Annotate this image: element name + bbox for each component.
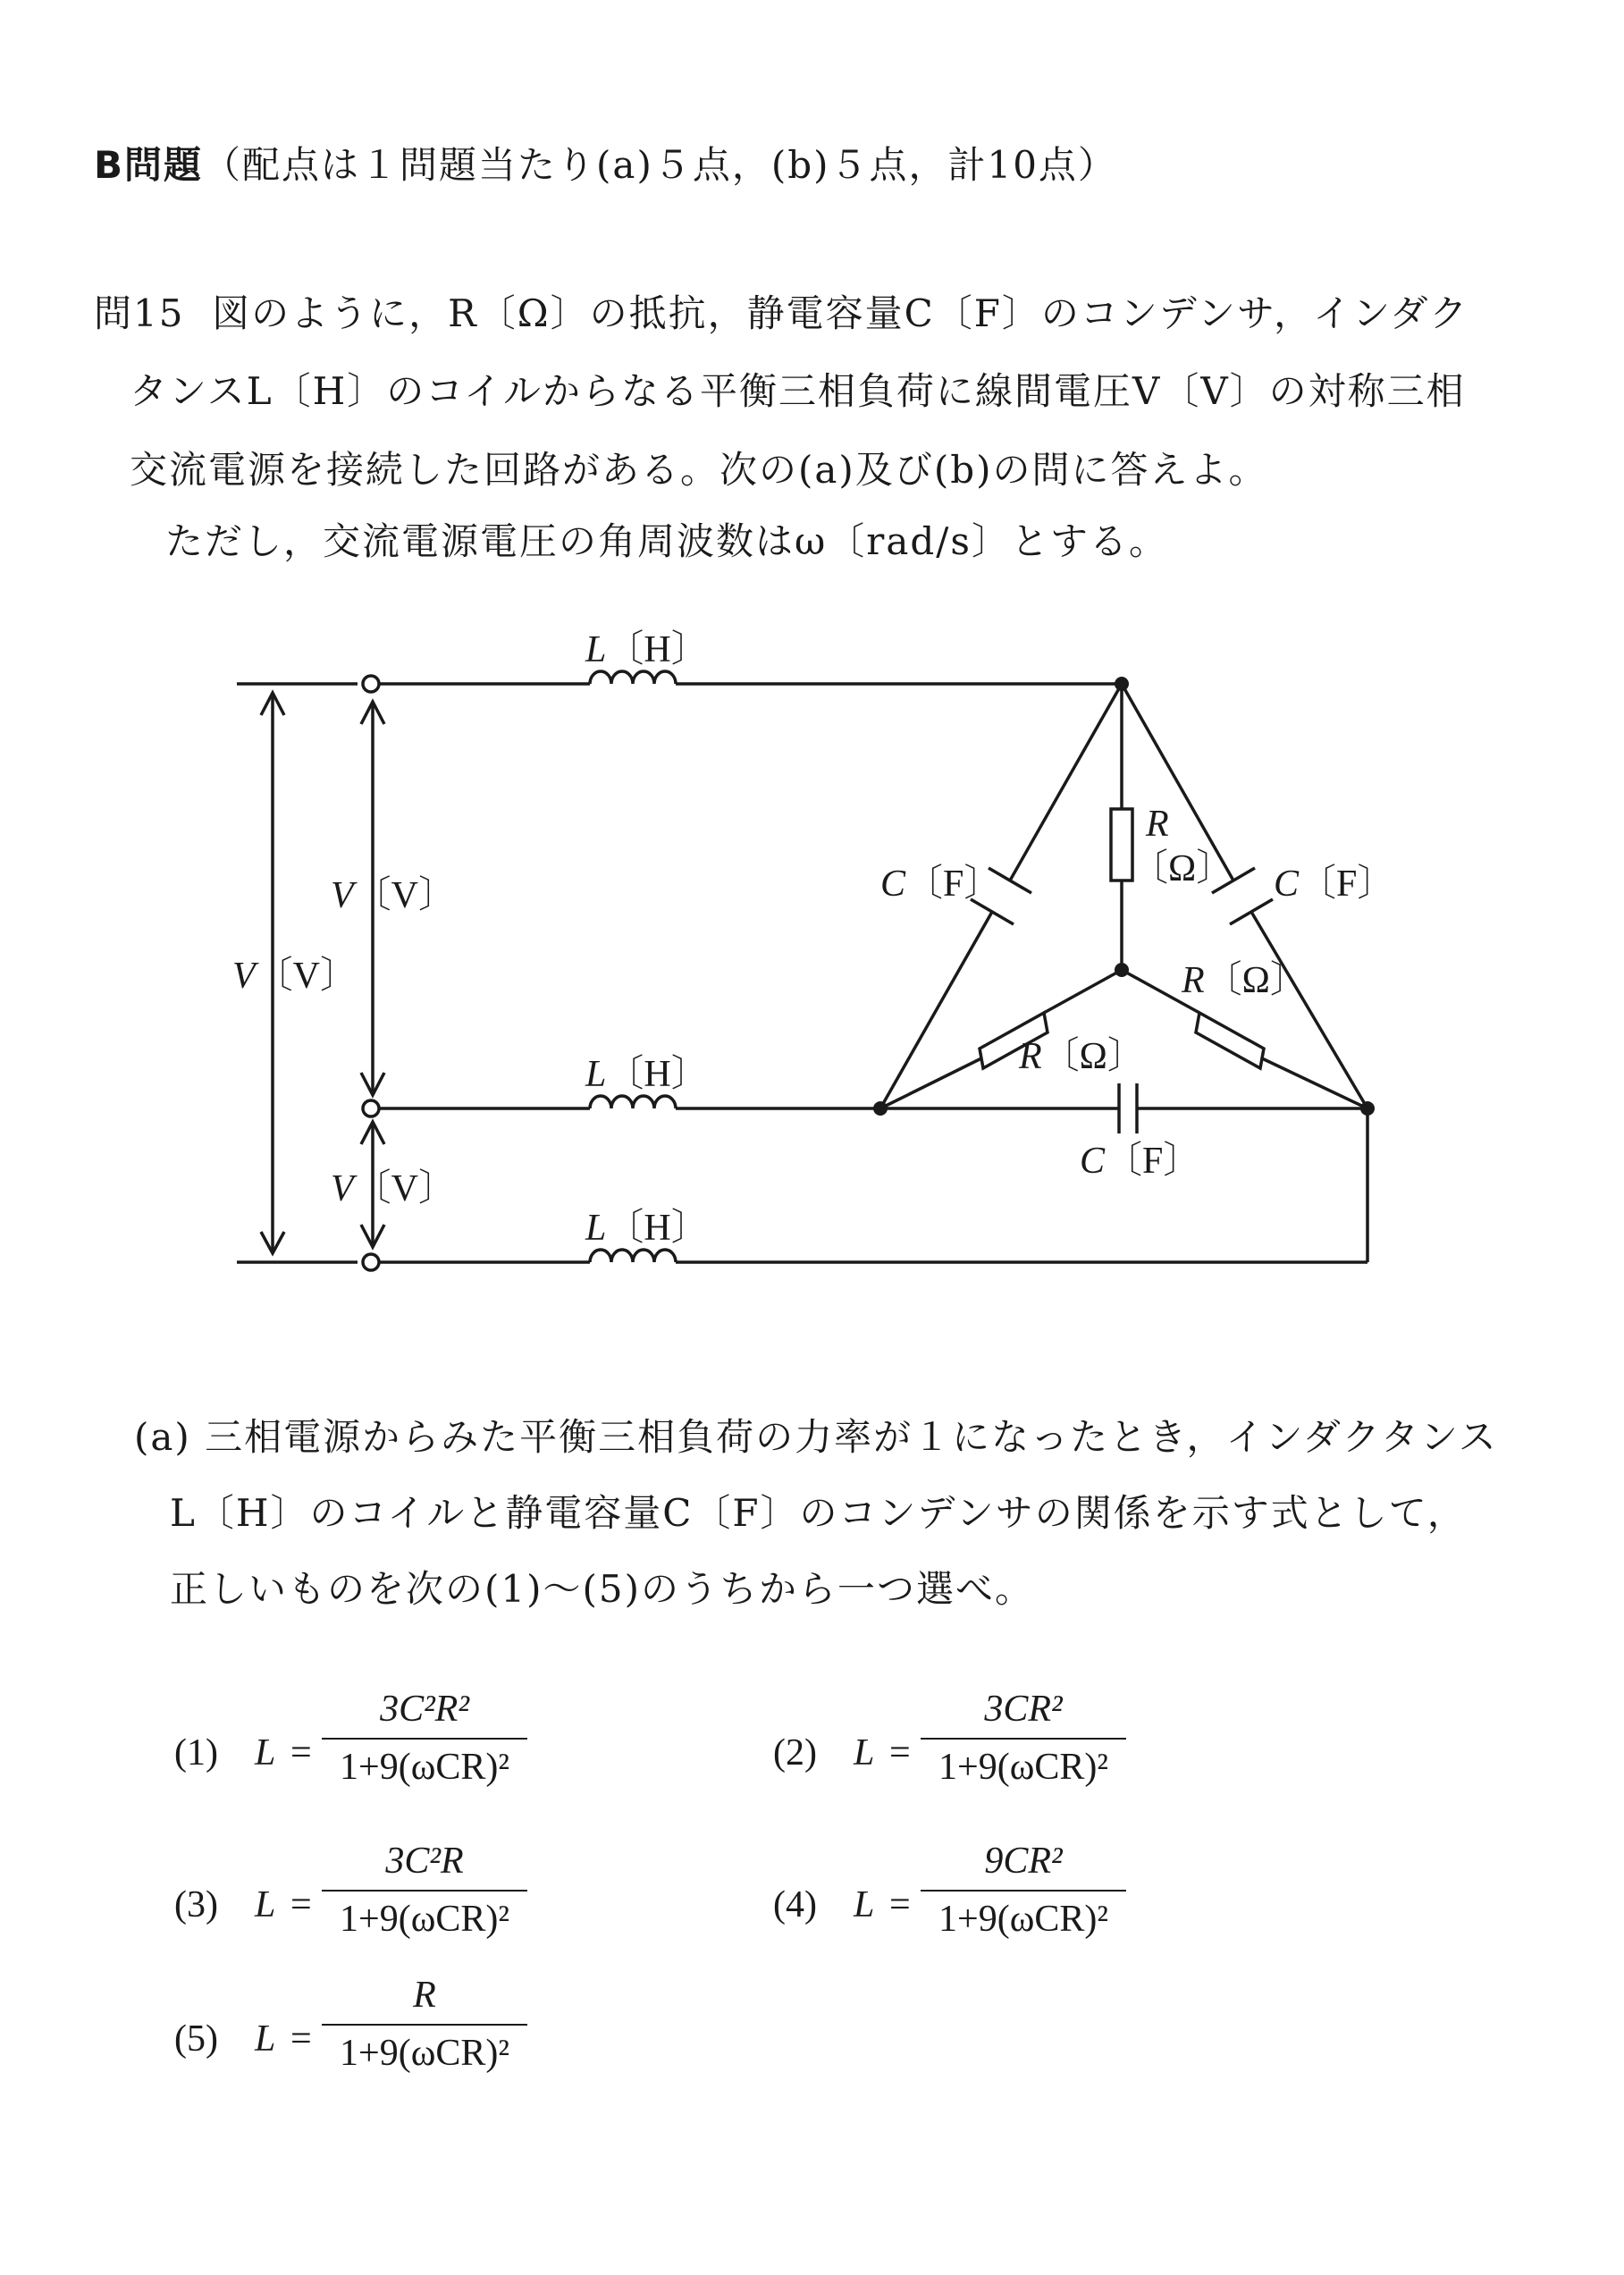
label-C-left: C〔F〕 bbox=[880, 864, 1002, 905]
fraction-bar bbox=[322, 2024, 527, 2026]
option-lhs: L bbox=[255, 2018, 276, 2060]
capacitor-right-plate2 bbox=[1230, 899, 1273, 924]
label-L-mid: L〔H〕 bbox=[585, 1054, 709, 1095]
label-L-bot: L〔H〕 bbox=[585, 1208, 709, 1249]
question-line-2: タンスL〔H〕のコイルからなる平衡三相負荷に線間電圧V〔V〕の対称三相 bbox=[130, 369, 1466, 413]
resistor-right bbox=[1196, 1013, 1264, 1068]
star-left-a bbox=[1044, 970, 1122, 1013]
node-right bbox=[1360, 1101, 1375, 1116]
option-eq: = bbox=[290, 2018, 312, 2060]
option-eq: = bbox=[889, 1732, 911, 1774]
option-number: (4) bbox=[773, 1884, 817, 1925]
label-C-bottom: C〔F〕 bbox=[1080, 1141, 1201, 1182]
option-denominator: 1+9(ωCR)² bbox=[340, 2033, 509, 2074]
terminal-mid bbox=[363, 1100, 379, 1116]
label-C-right: C〔F〕 bbox=[1274, 864, 1395, 905]
question-line-3: 交流電源を接続した回路がある。次の(a)及び(b)の問に答えよ。 bbox=[130, 448, 1268, 492]
option-number: (5) bbox=[174, 2018, 218, 2060]
option-lhs: L bbox=[854, 1732, 875, 1774]
label-V-lower: V〔V〕 bbox=[331, 1168, 456, 1209]
option-numerator: 9CR² bbox=[984, 1841, 1063, 1882]
option-denominator: 1+9(ωCR)² bbox=[340, 1899, 509, 1940]
label-V-upper: V〔V〕 bbox=[331, 875, 456, 916]
question-number: 問15 bbox=[94, 291, 185, 335]
delta-right-a bbox=[1122, 684, 1233, 881]
section-title: B問題 bbox=[94, 143, 204, 187]
capacitor-left-plate2 bbox=[971, 899, 1014, 924]
option-fraction bbox=[921, 1685, 1126, 1792]
star-right-a bbox=[1122, 970, 1199, 1013]
inductor-bot bbox=[590, 1250, 676, 1262]
option-fraction bbox=[322, 1971, 527, 2078]
option-number: (2) bbox=[773, 1732, 817, 1774]
question-line-4: ただし，交流電源電圧の角周波数はω〔rad/s〕とする。 bbox=[165, 519, 1168, 563]
capacitor-left-plate1 bbox=[989, 868, 1031, 893]
star-left-b bbox=[880, 1058, 981, 1108]
option-number: (1) bbox=[174, 1732, 218, 1774]
option-eq: = bbox=[290, 1884, 312, 1925]
option-lhs: L bbox=[255, 1884, 276, 1925]
part-a-line-1: (a) 三相電源からみた平衡三相負荷の力率が１になったとき，インダクタンス bbox=[134, 1415, 1498, 1459]
terminal-bot bbox=[363, 1254, 379, 1270]
fraction-bar bbox=[921, 1890, 1126, 1892]
option-numerator: 3CR² bbox=[984, 1689, 1063, 1730]
option-fraction bbox=[921, 1837, 1126, 1944]
resistor-top bbox=[1111, 809, 1132, 881]
option-lhs: L bbox=[854, 1884, 875, 1925]
option-fraction bbox=[322, 1837, 527, 1944]
terminal-top bbox=[363, 676, 379, 692]
option-denominator: 1+9(ωCR)² bbox=[938, 1899, 1108, 1940]
label-R-top-unit: 〔Ω〕 bbox=[1131, 848, 1234, 889]
option-denominator: 1+9(ωCR)² bbox=[938, 1747, 1108, 1788]
label-R-right: R〔Ω〕 bbox=[1182, 960, 1308, 1001]
fraction-bar bbox=[322, 1738, 527, 1740]
label-V-outer: V〔V〕 bbox=[232, 956, 358, 997]
star-right-b bbox=[1262, 1058, 1367, 1108]
part-a-line-3: 正しいものを次の(1)～(5)のうちから一つ選べ。 bbox=[170, 1567, 1034, 1611]
section-header bbox=[94, 136, 1117, 190]
delta-right-b bbox=[1251, 912, 1367, 1108]
part-a-line-2: L〔H〕のコイルと静電容量C〔F〕のコンデンサの関係を示す式として， bbox=[170, 1491, 1467, 1535]
inductor-mid bbox=[590, 1096, 676, 1108]
option-denominator: 1+9(ωCR)² bbox=[340, 1747, 509, 1788]
option-numerator: 3C²R² bbox=[380, 1689, 469, 1730]
option-eq: = bbox=[889, 1884, 911, 1925]
node-top bbox=[1115, 677, 1129, 691]
label-R-left: R〔Ω〕 bbox=[1019, 1036, 1145, 1077]
label-L-top: L〔H〕 bbox=[585, 629, 709, 670]
node-left bbox=[873, 1101, 888, 1116]
inductor-top bbox=[590, 671, 676, 684]
capacitor-right-plate1 bbox=[1212, 868, 1255, 893]
option-numerator: 3C²R bbox=[385, 1841, 464, 1882]
resistor-left bbox=[980, 1013, 1048, 1068]
option-number: (3) bbox=[174, 1884, 218, 1925]
fraction-bar bbox=[921, 1738, 1126, 1740]
option-fraction bbox=[322, 1685, 527, 1792]
fraction-bar bbox=[322, 1890, 527, 1892]
delta-left-b bbox=[880, 912, 992, 1108]
option-numerator: R bbox=[413, 1975, 436, 2016]
label-R-top-letter: R bbox=[1146, 804, 1169, 845]
option-lhs: L bbox=[255, 1732, 276, 1774]
section-note: （配点は１問題当たり(a)５点，(b)５点，計10点） bbox=[203, 143, 1117, 187]
question-line-1 bbox=[94, 284, 1468, 338]
node-center bbox=[1115, 963, 1129, 977]
delta-left-a bbox=[1010, 684, 1122, 881]
question-text-1: 図のように，R〔Ω〕の抵抗，静電容量C〔F〕のコンデンサ，インダク bbox=[212, 291, 1469, 335]
option-eq: = bbox=[290, 1732, 312, 1774]
